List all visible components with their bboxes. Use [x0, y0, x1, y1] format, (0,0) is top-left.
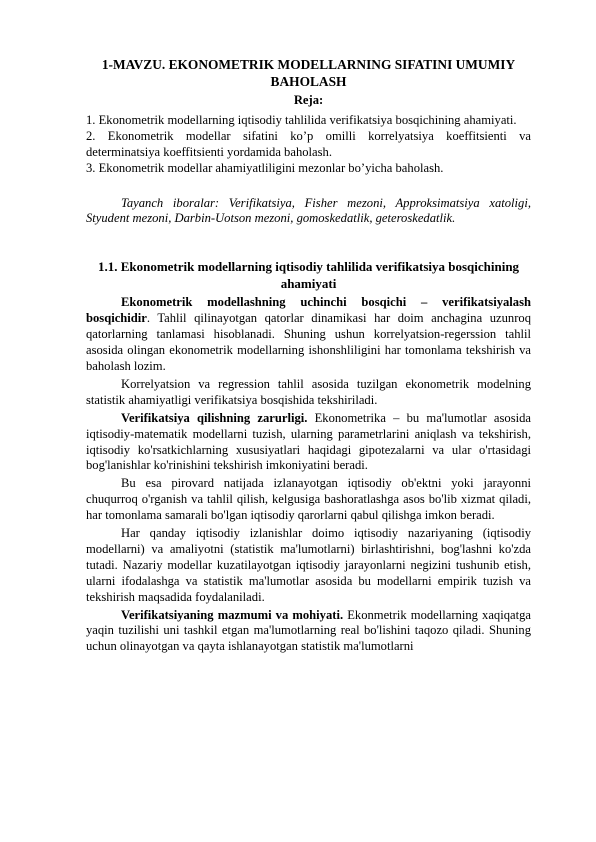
paragraph-text: Korrelyatsion va regression tahlil asosida tuzilgan ekonometrik modelning statistik ahamiyatligi verifikatsiya bosqishida tekshiriladi. [86, 376, 531, 407]
paragraph-lead: Ekonometrik modellashning uchinchi bosqichi – verifikatsiyalash bosqichidir [86, 295, 531, 326]
plan-list [86, 113, 531, 177]
body-paragraph [86, 476, 531, 524]
plan-item: 1. Ekonometrik modellarning iqtisodiy tahlilida verifikatsiya bosqichining ahamiyati. [86, 112, 517, 127]
plan-label: Reja: [293, 93, 324, 107]
paragraph-text: Har qanday iqtisodiy izlanishlar doimo iqtisodiy nazariyaning (iqtisodiy modellarni) va amaliyotni (statistik ma'lumotlarni) birlashtirishni, bog'lashni ko'zda tutadi. Nazariy modellar kuzatilayotgan iqtisodiy jarayonlarni negizini tushunib etish, ularni ifodalashga va statistik ma'lumotlar asosida bu modellarni empirik tuzish va tekshirish maqsadida foydalaniladi. [86, 526, 531, 604]
paragraph-lead: Verifikatsiyaning mazmumi va mohiyati. [121, 607, 344, 622]
paragraph-text: . Tahlil qilinayotgan qatorlar dinamikasi har doim anchagina uzunroq qatorlarning tanlamasi hisoblanadi. Shuning ushun korrelyatsion-regerssion tahlil asosida olingan ekonometrik modellarning ishonshliligini har tomonlama tekshirish va baholash lozim. [86, 311, 531, 373]
section-title: 1.1. Ekonometrik modellarning iqtisodiy tahlilida verifikatsiya bosqichining ahamiyati [97, 259, 520, 292]
document-page [86, 56, 531, 657]
body-paragraph [86, 295, 531, 375]
body-paragraph [86, 526, 531, 606]
keywords-paragraph: Tayanch iboralar: Verifikatsiya, Fisher mezoni, Approksimatsiya xatoligi, Styudent mezoni, Darbin-Uotson mezoni, gomoskedatlik, geteroskedatlik. [86, 195, 531, 226]
paragraph-lead: Verifikatsiya qilishning zarurligi. [121, 410, 308, 425]
body-paragraph [86, 411, 531, 475]
plan-item: 2. Ekonometrik modellar sifatini ko’p omilli korrelyatsiya koeffitsienti va determinatsiya koeffitsienti yordamida baholash. [86, 128, 531, 159]
body-paragraph [86, 608, 531, 656]
body-paragraph [86, 377, 531, 409]
paragraph-text: Ekonmetrik modellarning xaqiqatga yaqin tuzilishi uni tashkil etgan ma'lumotlarning real bo'lishini taqozo qiladi. Shuning uchun olinayotgan va qayta ishlanayotgan statistik ma'lumotlarni [86, 607, 531, 654]
document-title: 1-MAVZU. EKONOMETRIK MODELLARNING SIFATINI UMUMIY BAHOLASH [101, 57, 516, 89]
plan-item: 3. Ekonometrik modellar ahamiyatliligini mezonlar bo’yicha baholash. [86, 160, 444, 175]
paragraph-text: Bu esa pirovard natijada izlanayotgan iqtisodiy ob'ektni yoki jarayonni chuqurroq o'rganish va tahlil qilish, kelgusiga bashoratlashga asos bo'lib xizmat qiladi, har tomonlama samarali bo'lgan iqtisodiy qarorlarni qabul qilishga imkon beradi. [86, 476, 531, 523]
paragraph-text: Ekonometrika – bu ma'lumotlar asosida iqtisodiy-matematik modellarni tuzish, ularning parametrlarini aniqlash va tekshirish, iqtisodiy ko'rsatkichlarning xususiyatlari haqidagi gipotezalarni va ular o'rtasidagi bog'lanishlar ko'rinishini tekshirish imkoniyatini beradi. [86, 410, 531, 473]
